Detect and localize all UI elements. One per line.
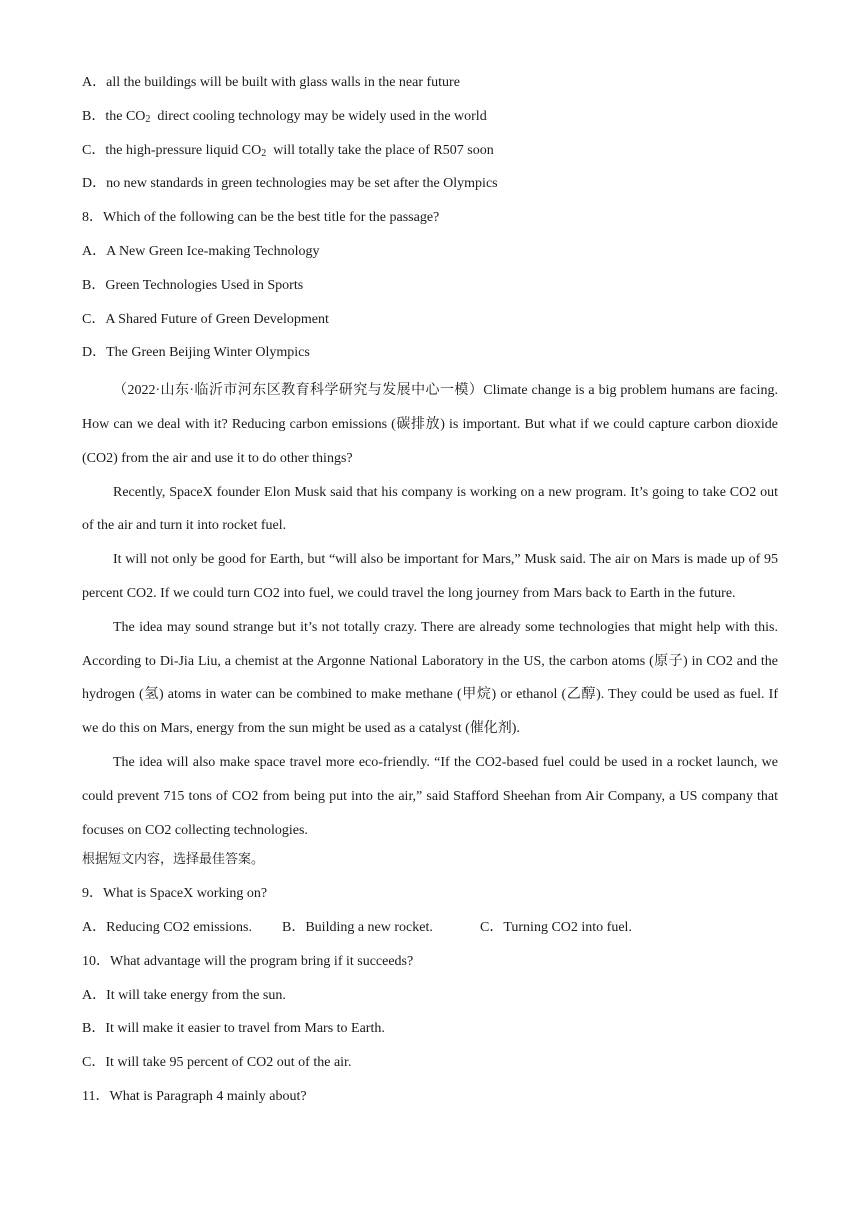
q7-option-d: D．no new standards in green technologies may be set after the Olympics <box>82 176 498 192</box>
passage-paragraph-3: It will not only be good for Earth, but “will also be important for Mars,” Musk said. The air on Mars is made up of 95 percent CO2. If we could turn CO2 into fuel, we could travel the long journey from Mars back to Earth in the future. <box>82 552 778 601</box>
passage-paragraph-5: The idea will also make space travel more eco-friendly. “If the CO2-based fuel could be used in a rocket launch, we could prevent 715 tons of CO2 from being put into the air,” said Stafford Sheehan from Air Company, a US company that focuses on CO2 collecting technologies. <box>82 754 778 838</box>
passage-paragraph-1: （2022·山东·临沂市河东区教育科学研究与发展中心一模）Climate change is a big problem humans are facing. How can we deal with it? Reducing carbon emissions (碳排放) is important. But what if we could capture carbon dioxide (CO2) from the air and use it to do other things? <box>82 383 778 466</box>
q8-option-d: D．The Green Beijing Winter Olympics <box>82 345 310 361</box>
q7-option-c <box>82 138 778 172</box>
q7-option-c-suffix: will totally take the place of R507 soon <box>266 142 494 158</box>
q7-option-b-prefix: B．the CO <box>82 108 146 124</box>
document-page <box>82 70 778 1118</box>
q8-option-b: B．Green Technologies Used in Sports <box>82 277 304 293</box>
q10-question: 10．What advantage will the program bring if it succeeds? <box>82 953 414 969</box>
passage-paragraph-2: Recently, SpaceX founder Elon Musk said that his company is working on a new program. It’s going to take CO2 out of the air and turn it into rocket fuel. <box>82 484 778 534</box>
q9-option-b: B．Building a new rocket. <box>282 919 433 935</box>
q7-option-b-subscript: 2 <box>145 113 151 125</box>
q11-question: 11．What is Paragraph 4 mainly about? <box>82 1088 307 1104</box>
q9-question: 9．What is SpaceX working on? <box>82 886 268 902</box>
q7-option-b <box>82 104 778 138</box>
q10-option-c: C．It will take 95 percent of CO2 out of the air. <box>82 1055 352 1071</box>
q10-option-a: A．It will take energy from the sun. <box>82 987 286 1003</box>
q9-option-a: A．Reducing CO2 emissions. <box>82 919 252 935</box>
q8-question: 8．Which of the following can be the best title for the passage? <box>82 210 440 226</box>
q9-option-c: C．Turning CO2 into fuel. <box>480 919 632 935</box>
passage-paragraph-4: The idea may sound strange but it’s not totally crazy. There are already some technologies that might help with this. According to Di-Jia Liu, a chemist at the Argonne National Laboratory in the US, the carbon atoms (原子) in CO2 and the hydrogen (氢) atoms in water can be combined to make methane (甲烷) or ethanol (乙醇). They could be used as fuel. If we do this on Mars, energy from the sun might be used as a catalyst (催化剂). <box>82 619 778 737</box>
q10-option-b: B．It will make it easier to travel from Mars to Earth. <box>82 1021 385 1037</box>
q7-option-a: A．all the buildings will be built with glass walls in the near future <box>82 75 460 90</box>
instruction-text: 根据短文内容，选择最佳答案。 <box>82 852 265 868</box>
q7-option-c-prefix: C．the high-pressure liquid CO <box>82 142 262 158</box>
q7-option-c-subscript: 2 <box>261 147 267 159</box>
q8-option-a: A．A New Green Ice-making Technology <box>82 243 320 259</box>
q8-option-c: C．A Shared Future of Green Development <box>82 311 329 327</box>
q7-option-b-suffix: direct cooling technology may be widely used in the world <box>150 108 487 124</box>
q9-options <box>82 915 778 949</box>
